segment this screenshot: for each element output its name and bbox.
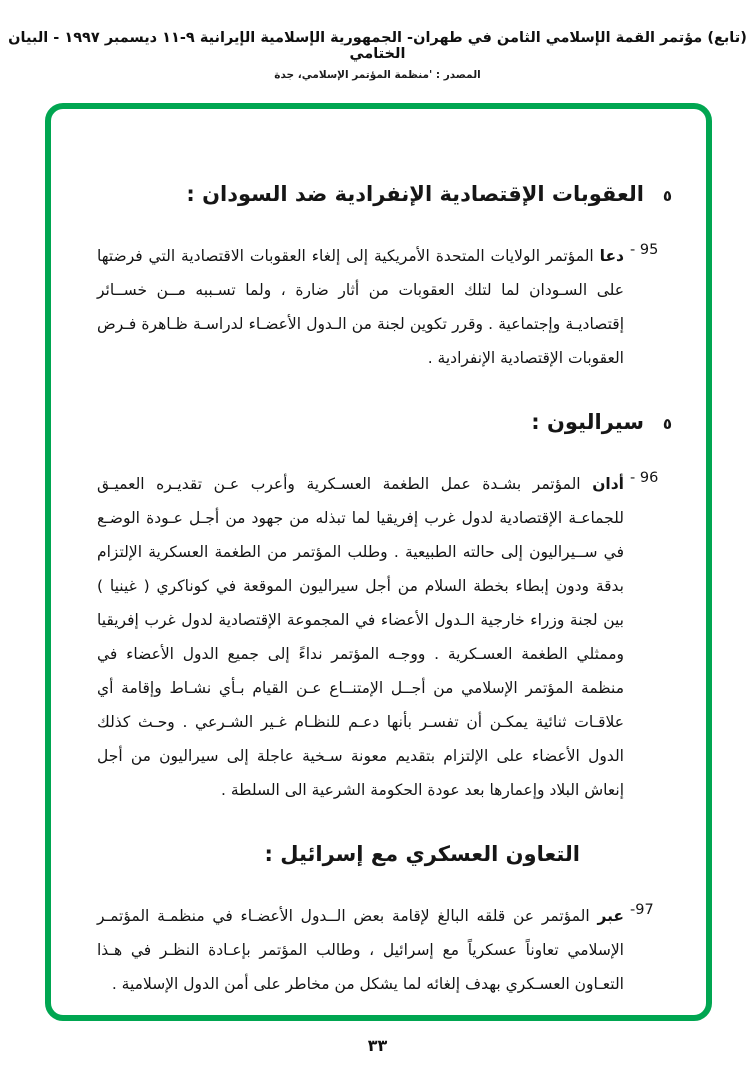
section-heading-military-cooperation [97,839,672,869]
paragraph-97-body: المؤتمر عن قلقه البالغ لإقامة بعض الــدول الأعضـاء في منظمـة المؤتمـر الإسلامي تعاوناً عسكرياً مع إسرائيل ، وطالب المؤتمر بإعـادة النظـر في هـذا التعـاون العسـكري بهدف إلغائه لما يشكل من مخاطر على أمن الدول الإسلامية . [97,907,624,993]
paragraph-97-lead-word: عبر [597,907,624,925]
paragraph-97-number: -97 [630,902,654,918]
paragraph-95-lead-word: دعا [599,247,624,265]
paragraph-95-text [97,239,624,375]
paragraph-95-body: المؤتمر الولايات المتحدة الأمريكية إلى إلغاء العقوبات الاقتصادية التي فرضتها على السـودان لما لتلك العقوبات من أثار ضارة ، ولما تسـببه مــن خســائر إقتصاديـة وإجتماعية . وقرر تكوين لجنة من الـدول الأعضـاء لدراسـة ظـاهرة فـرض العقوبات الإقتصادية الإنفرادية . [97,247,624,367]
section-heading-sudan-sanctions [97,179,672,209]
header-title: (تابع) مؤتمر القمة الإسلامي الثامن في طهران- الجمهورية الإسلامية الإيرانية ٩-١١ ديسمبر ١٩٩٧ - البيان الختامي [8,30,747,62]
paragraph-97-text [97,899,624,1001]
section-title-sierra-leone: سيراليون : [531,410,644,434]
section-title-sudan-sanctions: العقوبات الإقتصادية الإنفرادية ضد السودان : [186,182,644,206]
bullet-marker: ٥ [662,415,672,433]
header-source: المصدر : 'منظمة المؤتمر الإسلامي، جدة [274,69,481,81]
content-frame [45,103,712,1021]
paragraph-96-number: - 96 [630,470,659,486]
section-heading-sierra-leone [97,407,672,437]
page-header [0,0,755,81]
paragraph-95 [97,239,672,375]
paragraph-96-body: المؤتمر بشـدة عمل الطغمة العسـكرية وأعرب عـن تقديـره العميـق للجماعـة الإقتصادية لدول غرب إفريقيا لما تبذله من جهود من أجـل عـودة الوضـع في ســيراليون إلى حالته الطبيعية . وطلب المؤتمر من الطغمة العسكرية الإلتزام بدقة ودون إبطاء بخطة السلام من أجل سيراليون الموقعة في كوناكري ( غينيا ) بين لجنة وزراء خارجية الـدول الأعضاء في المجموعة الإقتصادية لدول غرب إفريقيا وممثلي الطغمة العسـكرية . ووجـه المؤتمر نداءً إلى جميع الدول الأعضاء في منظمة المؤتمر الإسلامي من أجــل الإمتنــاع عـن القيام بـأي نشـاط وإقامة أي علاقـات ثنائية يمكـن أن تفسـر بأنها دعـم للنظـام غـير الشـرعي . وحـث كذلك الدول الأعضاء على الإلتزام بتقديم معونة سـخية عاجلة إلى سيراليون من أجل إنعاش البلاد وإعمارها بعد عودة الحكومة الشرعية الى السلطة . [97,475,624,799]
page-number: ٣٣ [367,1036,388,1055]
bullet-marker: ٥ [662,187,672,205]
paragraph-95-number: - 95 [630,242,659,258]
paragraph-97 [97,899,672,1001]
document-content [51,109,706,1001]
paragraph-96-lead-word: أدان [592,475,624,493]
paragraph-96-text [97,467,624,807]
section-title-military-cooperation: التعاون العسكري مع إسرائيل : [264,842,580,866]
paragraph-96 [97,467,672,807]
